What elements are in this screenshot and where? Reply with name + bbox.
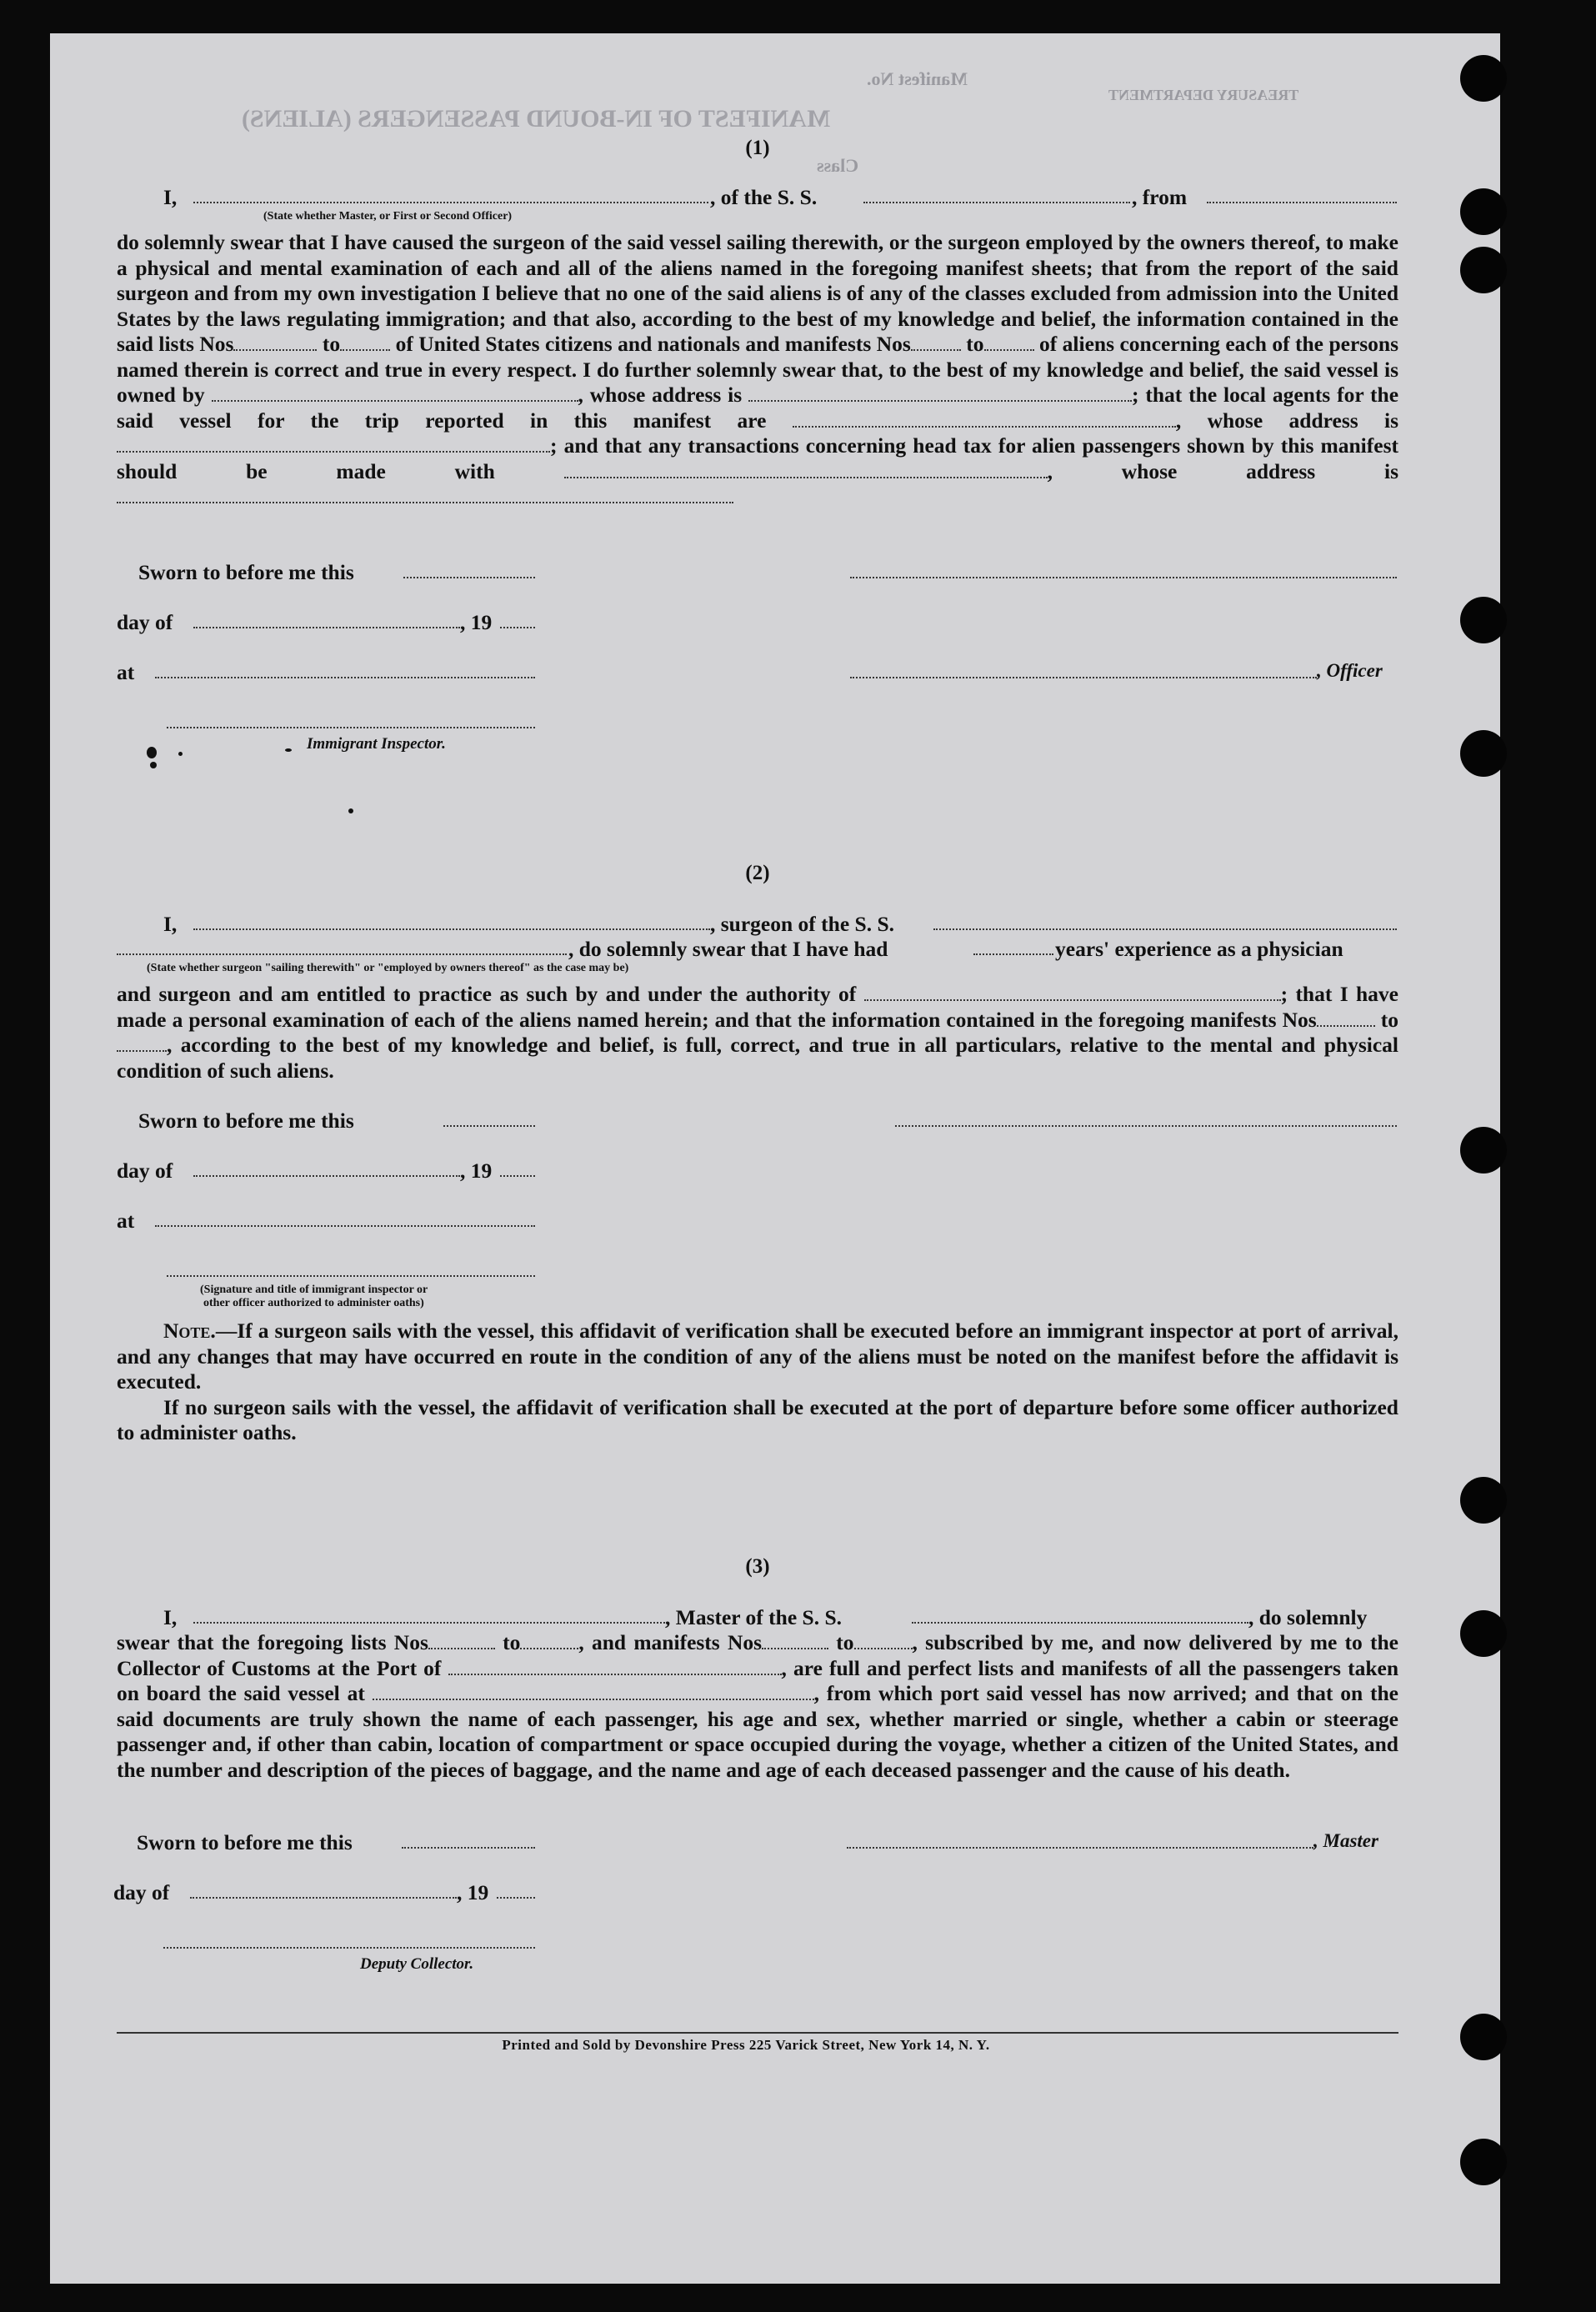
sec1-agents-field[interactable]: [793, 411, 1176, 428]
printer-credit: Printed and Sold by Devonshire Press 225 Varick Street, New York 14, N. Y.: [502, 2037, 990, 2053]
sec2-year-label: , 19: [460, 1159, 493, 1183]
sec1-head-tax-address-field[interactable]: [117, 487, 733, 503]
sec1-officer-field[interactable]: [193, 202, 708, 203]
sec3-master-signature-field[interactable]: [847, 1847, 1313, 1849]
bleed-through-text: Class: [817, 155, 859, 176]
bleed-through-text: TREASURY DEPARTMENT: [1108, 87, 1299, 103]
sec1-body-a: do solemnly swear that I have caused the surgeon of the said vessel sailing therewith, or the surgeon employed by the owners thereof, to make a physical and mental examination of each and all of the aliens named in the foregoing manifest sheets; that from the report of the said surgeon and from my own investigation I believe that no one of the said aliens is of any of the classes excluded from admission into the United States by the laws regulating immigration; and that also, according to the best of my knowledge and belief, the information contained in the said lists Nos: [117, 230, 1398, 356]
sec1-owner-field[interactable]: [212, 385, 578, 402]
binder-hole-icon: [1460, 597, 1507, 643]
sec1-agents-address-field[interactable]: [117, 436, 550, 453]
sec2-vessel-field[interactable]: [933, 928, 1397, 930]
ink-speck: [285, 748, 292, 752]
sec3-master-of-label: , Master of the S. S.: [665, 1605, 843, 1629]
binder-hole-icon: [1460, 247, 1507, 293]
binder-hole-icon: [1460, 2139, 1507, 2185]
sec2-years-field[interactable]: [973, 953, 1053, 955]
sec1-vessel-field[interactable]: [863, 202, 1130, 203]
sec1-of-ss-label: , of the S. S.: [710, 185, 818, 209]
sec2-year-field[interactable]: [500, 1175, 535, 1177]
sec2-officer-signature-field[interactable]: [895, 1125, 1397, 1127]
sec2-day-field[interactable]: [193, 1175, 460, 1177]
sec2-i-label: I,: [163, 912, 178, 936]
sec3-year-label: , 19: [457, 1880, 489, 1904]
sec2-caption: (State whether surgeon "sailing therewith" or "employed by owners thereof" as the case may be): [147, 962, 629, 974]
sec3-solemnly-label: , do solemnly: [1248, 1605, 1368, 1629]
ink-speck: [147, 747, 157, 758]
sec3-deputy-label: Deputy Collector.: [360, 1955, 474, 1973]
sec3-collector-signature-field[interactable]: [163, 1947, 535, 1949]
sec1-from-label: , from: [1132, 185, 1188, 209]
sec2-body-c: , according to the best of my knowledge and belief, is full, correct, and true in all particulars, relative to the mental and physical condition of such aliens.: [117, 1033, 1398, 1083]
note-text-1: —If a surgeon sails with the vessel, this affidavit of verification shall be executed before an immigrant inspector at port of arrival, and any changes that may have occurred en route in the condition of any of the aliens must be noted on the manifest before the affidavit is executed.: [117, 1319, 1398, 1394]
sec1-day-label: day of: [117, 610, 173, 634]
sec2-at-label: at: [117, 1209, 135, 1233]
sec1-manifests-to-field[interactable]: [984, 334, 1034, 351]
sec2-at-field[interactable]: [155, 1225, 535, 1227]
sec2-years-label: years' experience as a physician: [1055, 937, 1343, 961]
sec2-sig-caption-1: (Signature and title of immigrant inspector or: [200, 1284, 428, 1296]
sec1-officer-signature-field[interactable]: [850, 577, 1397, 578]
sec2-sworn-label: Sworn to before me this: [138, 1108, 354, 1133]
ink-speck: [150, 762, 157, 768]
sec2-sig-caption-2: other officer authorized to administer oaths): [203, 1297, 424, 1309]
sec3-day-label: day of: [113, 1880, 170, 1904]
bleed-through-text: MANIFEST OF IN-BOUND PASSENGERS (ALIENS): [242, 105, 831, 133]
binder-hole-icon: [1460, 1477, 1507, 1524]
sec2-surgeon-of-label: , surgeon of the S. S.: [710, 912, 895, 936]
sec2-body-b: that I have made a personal examination of each of the aliens named herein; and that the information contained in the foregoing manifests Nos: [117, 982, 1399, 1032]
section-number: (3): [745, 1555, 770, 1578]
section-number: (2): [745, 862, 770, 884]
sec2-inspector-signature-field[interactable]: [167, 1275, 535, 1277]
sec1-manifests-from-field[interactable]: [911, 334, 961, 351]
note-label: Note.: [163, 1319, 216, 1343]
sec1-caption: (State whether Master, or First or Second Officer): [263, 210, 513, 223]
sec1-body: do solemnly swear that I have caused the surgeon of the said vessel sailing therewith, or the surgeon employed by the owners thereof, to make a physical and mental examination of each and all of the aliens named in the foregoing manifest sheets; that from the report of the said surgeon and from my own investigation I believe that no one of the said aliens is of any of the classes excluded from admission into the United States by the laws regulating immigration; and that also, according to the best of my knowledge and belief, the information contained in the said lists Nos to of United States citizens and nationals and manifests Nos to of aliens concerning each of the persons named therein is correct and true in every respect. I do further solemnly swear that, to the best of my knowledge and belief, the said vessel is owned by , whose address is ; that the local agents for the said vessel for the trip reported in this manifest are , whose address is ; and that any transactions concerning head tax for alien passengers shown by this manifest should be made with , whose address is: [117, 230, 1398, 510]
sec1-body-b: of United States citizens and nationals and manifests Nos: [395, 332, 911, 356]
sec3-body-b: , and manifests Nos: [578, 1630, 763, 1654]
sec2-note: [117, 1319, 1398, 1446]
sec3-sworn-field[interactable]: [402, 1847, 535, 1849]
section-number: (1): [745, 137, 770, 159]
sec3-master-field[interactable]: [193, 1622, 665, 1624]
sec1-day-field[interactable]: [193, 627, 460, 628]
sec1-year-field[interactable]: [500, 627, 535, 628]
sec1-officer-title-field[interactable]: [850, 677, 1317, 678]
sec1-from-field[interactable]: [1207, 202, 1397, 203]
sec1-inspector-label: Immigrant Inspector.: [307, 735, 446, 753]
sec3-lists-from-field[interactable]: [428, 1633, 495, 1649]
sec3-body: swear that the foregoing lists Nos to , and manifests Nos to , subscribed by me, and now delivered by me to the Collector of Customs at the Port of , are full and perfect lists and manifests of all the passengers taken on board the said vessel at , from which port said vessel has now arrived; and that on the said documents are truly shown the name of each passenger, his age and sex, whether married or single, whether a cabin or steerage passenger and, if other than cabin, location of compartment or space occupied during the voyage, whether a citizen of the United States, and the number and description of the pieces of baggage, and the name and age of each deceased passenger and the cause of his death.: [117, 1630, 1399, 1782]
sec2-body: and surgeon and am entitled to practice as such by and under the authority of ; that I have made a personal examination of each of the aliens named herein; and that the information contained in the foregoing manifests Nos to, according to the best of my knowledge and belief, is full, correct, and true in all particulars, relative to the mental and physical condition of such aliens.: [117, 982, 1399, 1083]
sec3-vessel-field[interactable]: [912, 1622, 1248, 1624]
sec3-body-e: , from which port said vessel has now arrived; and that on the said documents are truly shown the name of each passenger, his age and sex, whether married or single, whether a cabin or steerage passenger and, if other than cabin, location of compartment or space occupied during the voyage, whether a citizen of the United States, and the number and description of the pieces of baggage, and the name and age of each deceased passenger and the cause of his death.: [117, 1681, 1399, 1782]
sec1-inspector-signature-field[interactable]: [167, 727, 535, 728]
ink-speck: [178, 752, 183, 756]
sec1-i-label: I,: [163, 185, 178, 209]
sec1-body-e: whose address is: [1207, 408, 1399, 433]
sec2-day-label: day of: [117, 1159, 173, 1183]
sec1-body-d: that the local agents for the said vessel for the trip reported in this manifest are: [117, 383, 1399, 433]
sec1-head-tax-field[interactable]: [564, 462, 1048, 478]
binder-hole-icon: [1460, 1127, 1507, 1174]
bleed-through-text: Manifest No.: [867, 68, 968, 89]
sec1-body-f: ; and that any transactions concerning head tax for alien passengers shown by this manifest should be made with: [117, 433, 1398, 483]
note-text-2: If no surgeon sails with the vessel, the affidavit of verification shall be executed at the port of departure before some officer authorized to administer oaths.: [117, 1394, 1398, 1444]
sec3-port-field[interactable]: [448, 1659, 782, 1675]
sec3-manifests-to-field[interactable]: [854, 1633, 913, 1649]
sec1-lists-to-field[interactable]: [340, 334, 390, 351]
sec3-body-d: , are full and perfect lists and manifests of all the passengers taken on board the said vessel at: [117, 1655, 1398, 1705]
sec3-i-label: I,: [163, 1605, 178, 1629]
sec2-sworn-field[interactable]: [443, 1125, 535, 1127]
sec3-body-a: swear that the foregoing lists Nos: [117, 1630, 428, 1654]
sec2-surgeon-status-field[interactable]: [117, 953, 567, 955]
sec1-at-label: at: [117, 660, 135, 684]
sec3-lists-to-field[interactable]: [520, 1633, 578, 1649]
sec1-lists-from-field[interactable]: [233, 334, 317, 351]
binder-hole-icon: [1460, 188, 1507, 235]
sec2-surgeon-field[interactable]: [193, 928, 710, 930]
sec1-sworn-label: Sworn to before me this: [138, 560, 354, 584]
binder-hole-icon: [1460, 730, 1507, 777]
sec2-manifests-from-field[interactable]: [1317, 1010, 1375, 1027]
sec3-body-c: , subscribed by me, and now delivered by me to the Collector of Customs at the Port of: [117, 1630, 1398, 1680]
sec1-at-field[interactable]: [155, 677, 535, 678]
sec1-sworn-field[interactable]: [403, 577, 535, 578]
sec3-year-field[interactable]: [497, 1897, 535, 1899]
sec3-master-label: , Master: [1313, 1830, 1378, 1851]
sec1-officer-label: , Officer: [1317, 660, 1383, 681]
sec2-authority-field[interactable]: [864, 984, 1281, 1001]
sec2-swear-label: , do solemnly swear that I have had: [568, 937, 888, 961]
ink-speck: [348, 808, 353, 813]
sec3-sworn-label: Sworn to before me this: [137, 1830, 353, 1854]
binder-hole-icon: [1460, 55, 1507, 102]
sec3-day-field[interactable]: [190, 1897, 457, 1899]
sec3-manifests-from-field[interactable]: [762, 1633, 828, 1649]
sec3-boarding-port-field[interactable]: [373, 1684, 814, 1700]
footer-divider: [117, 2032, 1398, 2034]
sec2-body-a: and surgeon and am entitled to practice as such by and under the authority of: [117, 982, 857, 1006]
sec1-body-c: of aliens concerning each of the persons named therein is correct and true in every respect. I do further solemnly swear that, to the best of my knowledge and belief, the said vessel is owned by: [117, 332, 1399, 407]
sec2-manifests-to-field[interactable]: [117, 1035, 167, 1052]
binder-hole-icon: [1460, 1610, 1507, 1657]
sec1-year-label: , 19: [460, 610, 493, 634]
sec1-owner-address-field[interactable]: [748, 385, 1132, 402]
